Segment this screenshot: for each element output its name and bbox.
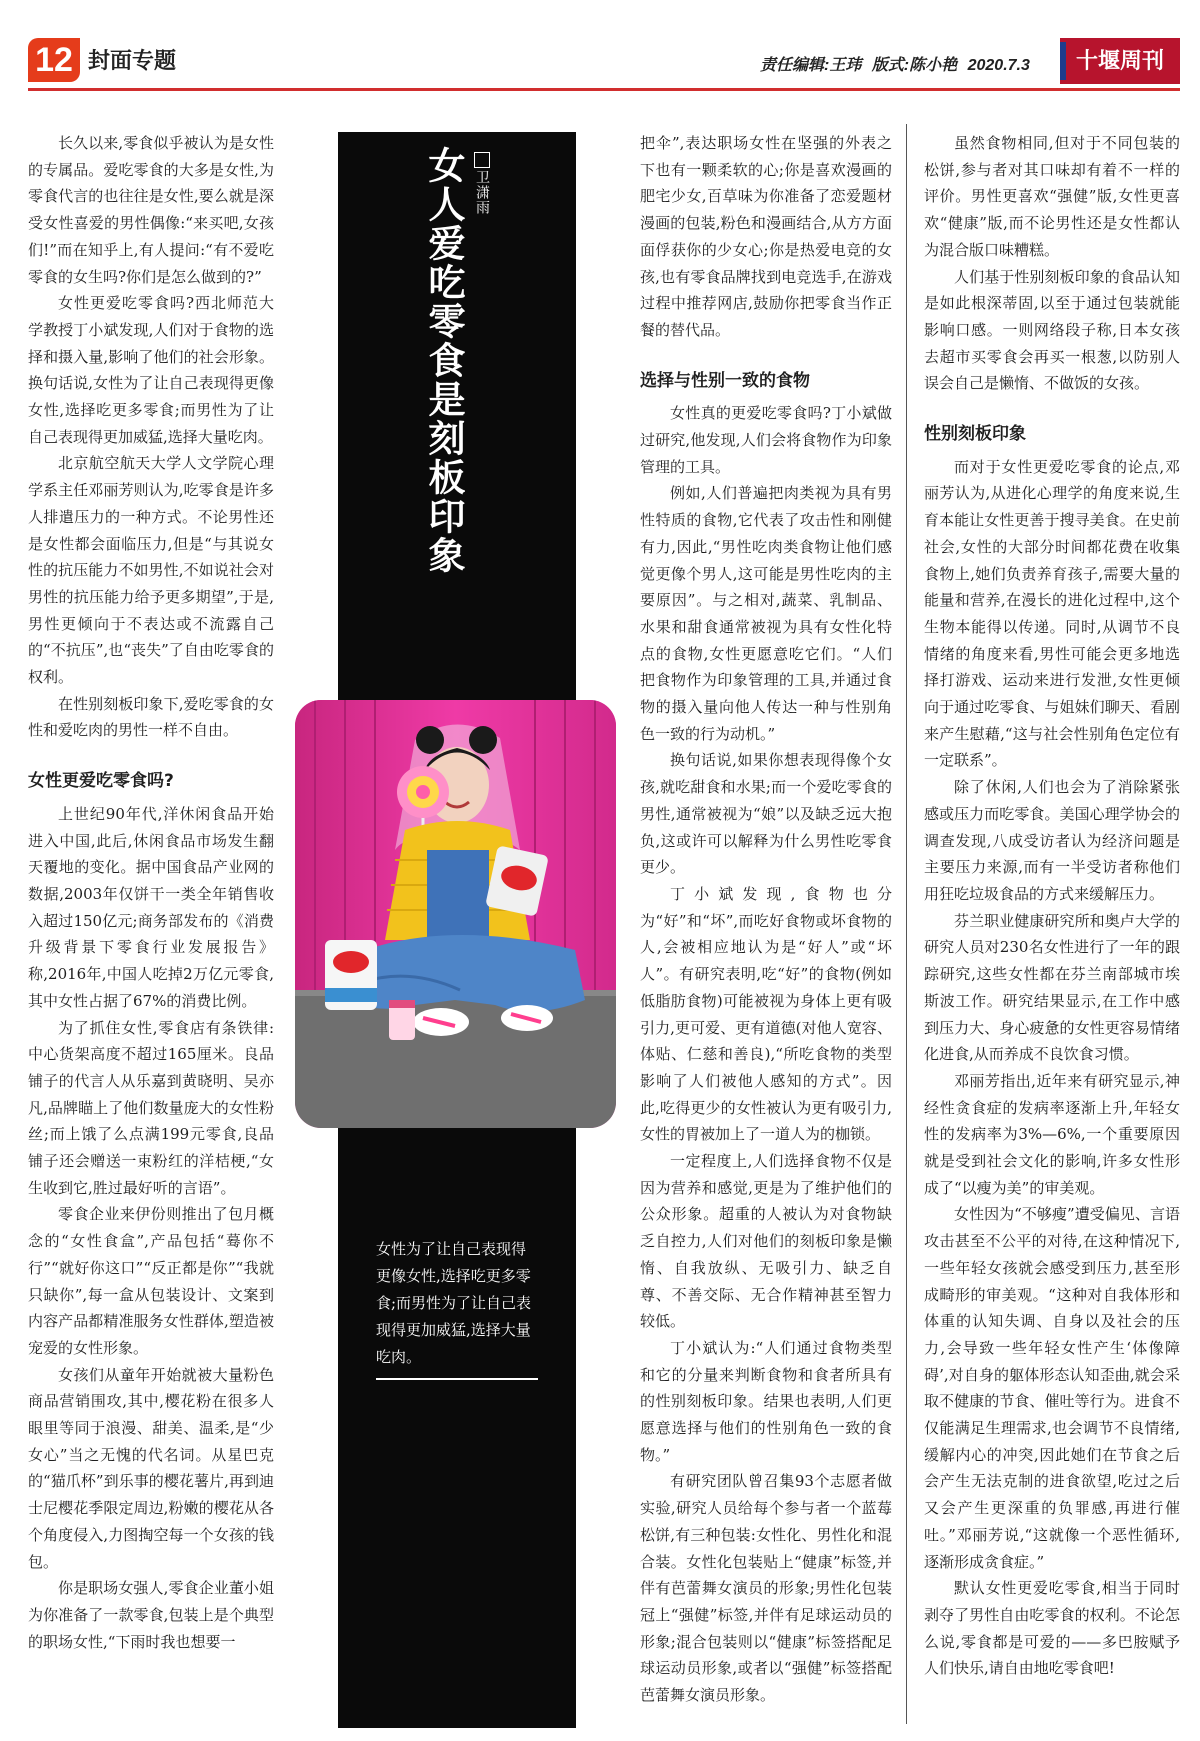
paragraph: 北京航空航天大学人文学院心理学系主任邓丽芳则认为,吃零食是许多人排遣压力的一种方式。不论男性还是女性都会面临压力,但是“与其说女性的抗压能力不如男性,不如说社会对男性的抗压能力给予更多期望”,于是,男性更倾向于不表达或不流露自己的“不抗压”,也“丧失”了自由吃零食的权利。 — [28, 454, 274, 687]
paragraph: 例如,人们普遍把肉类视为具有男性特质的食物,它代表了攻击性和刚健有力,因此,“男性吃肉类食物让他们感觉更像个男人,这可能是男性吃肉的主要原因”。与之相对,蔬菜、乳制品、水果和甜食通常被视为具有女性化特点的食物,女性更愿意吃它们。“人们把食物作为印象管理的工具,并通过食物的摄入量向他人传达一种与性别角色一致的行为动机。” — [640, 484, 892, 743]
header-rule — [28, 88, 1180, 91]
paragraph: 人们基于性别刻板印象的食品认知是如此根深蒂固,以至于通过包装就能影响口感。一则网络段子称,日本女孩去超市买零食会再买一根葱,以防别人误会自己是懒惰、不做饭的女孩。 — [924, 267, 1180, 393]
paragraph: 女性真的更爱吃零食吗?丁小斌做过研究,他发现,人们会将食物作为印象管理的工具。 — [640, 404, 892, 476]
paragraph: 女性更爱吃零食吗?西北师范大学教授丁小斌发现,人们对于食物的选择和摄入量,影响了他们的社会形象。换句话说,女性为了让自己表现得更像女性,选择吃更多零食;而男性为了让自己表现得更加威猛,选择大量吃肉。 — [28, 294, 274, 446]
author-byline: 卫潇雨 — [474, 170, 490, 215]
issue-date: 2020.7.3 — [967, 57, 1030, 74]
paragraph: 有研究团队曾召集93个志愿者做实验,研究人员给每个参与者一个蓝莓松饼,有三种包装:女性化、男性化和混合装。女性化包装贴上“健康”标签,并伴有芭蕾舞女演员的形象;男性化包装冠上“强健”标签,并伴有足球运动员的形象;混合包装则以“健康”标签搭配足球运动员形象,或者以“强健”标签搭配芭蕾舞女演员形象。 — [640, 1472, 892, 1705]
paragraph: 邓丽芳指出,近年来有研究显示,神经性贪食症的发病率逐渐上升,年轻女性的发病率为3%—6%,一个重要原因就是受到社会文化的影响,许多女性形成了“以瘦为美”的审美观。 — [924, 1071, 1180, 1197]
paragraph: 把伞”,表达职场女性在坚强的外表之下也有一颗柔软的心;你是喜欢漫画的肥宅少女,百草味为你准备了恋爱题材漫画的包装,粉色和漫画结合,从方方面面俘获你的少女心;你是热爱电竞的女孩,也有零食品牌找到电竞选手,在游戏过程中推荐网店,鼓励你把零食当作正餐的替代品。 — [640, 134, 892, 339]
subheading: 性别刻板印象 — [924, 424, 1026, 445]
paragraph: 丁小斌认为:“人们通过食物类型和它的分量来判断食物和食者所具有的性别刻板印象。结果也表明,人们更愿意选择与他们的性别角色一致的食物。” — [640, 1338, 892, 1464]
section-title: 封面专题 — [88, 49, 177, 74]
paragraph: 除了休闲,人们也会为了消除紧张感或压力而吃零食。美国心理学协会的调查发现,八成受访者认为经济问题是主要压力来源,而有一半受访者称他们用狂吃垃圾食品的方式来缓解压力。 — [924, 778, 1180, 903]
pull-quote: 女性为了让自己表现得更像女性,选择吃更多零食;而男性为了让自己表现得更加威猛,选择大量吃肉。 — [376, 1240, 532, 1366]
paragraph: 而对于女性更爱吃零食的论点,邓丽芳认为,从进化心理学的角度来说,生育本能让女性更善于搜寻美食。在史前社会,女性的大部分时间都花费在收集食物上,她们负责养育孩子,需要大量的能量和营养,在漫长的进化过程中,这个生物本能得以传递。同时,从调节不良情绪的角度来看,男性可能会更多地选择打游戏、运动来进行发泄,女性更倾向于通过吃零食、与姐妹们聊天、看剧来产生慰藉,“这与社会性别角色定位有一定联系”。 — [924, 457, 1180, 770]
column-4 — [924, 130, 1180, 1682]
paragraph: 丁小斌发现,食物也分为“好”和“坏”,而吃好食物或坏食物的人,会被相应地认为是“好人”或“坏人”。有研究表明,吃“好”的食物(例如低脂肪食物)可能被视为身体上更有吸引力,更可爱、更有道德(对他人宽容、体贴、仁慈和善良),“所吃食物的类型影响了人们被他人感知的方式”。因此,吃得更少的女性被认为更有吸引力,女性的胃被加上了一道人为的枷锁。 — [640, 884, 892, 1144]
pull-quote-rule — [376, 1378, 538, 1380]
paragraph: 在性别刻板印象下,爱吃零食的女性和爱吃肉的男性一样不自由。 — [28, 694, 274, 740]
paragraph: 女性因为“不够瘦”遭受偏见、言语攻击甚至不公平的对待,在这种情况下,一些年轻女孩就会感受到压力,甚至形成畸形的审美观。“这种对自我体形和体重的认知失调、自身以及社会的压力,会导致一些年轻女性产生‘体像障碍’,对自身的躯体形态认知歪曲,就会采取不健康的节食、催吐等行为。进食不仅能满足生理需求,也会调节不良情绪,缓解内心的冲突,因此她们在节食之后会产生无法克制的进食欲望,吃过之后又会产生更深重的负罪感,再进行催吐。”邓丽芳说,“这就像一个恶性循环,逐渐形成贪食症。” — [924, 1205, 1180, 1571]
paragraph: 你是职场女强人,零食企业董小姐为你准备了一款零食,包装上是个典型的职场女性,“下雨时我也想要一 — [28, 1579, 274, 1651]
paragraph: 默认女性更爱吃零食,相当于同时剥夺了男性自由吃零食的权利。不论怎么说,零食都是可爱的——多巴胺赋予人们快乐,请自由地吃零食吧! — [924, 1579, 1180, 1678]
paragraph: 上世纪90年代,洋休闲食品开始进入中国,此后,休闲食品市场发生翻天覆地的变化。据中国食品产业网的数据,2003年仅饼干一类全年销售收入超过150亿元;商务部发布的《消费升级背景下零食行业发展报告》称,2016年,中国人吃掉2万亿元零食,其中女性占据了67%的消费比例。 — [28, 804, 274, 1010]
paragraph: 芬兰职业健康研究所和奥卢大学的研究人员对230名女性进行了一年的跟踪研究,这些女性都在芬兰南部城市埃斯波工作。研究结果显示,在工作中感到压力大、身心疲惫的女性更容易情绪化进食,从而养成不良饮食习惯。 — [924, 911, 1180, 1064]
subheading: 选择与性别一致的食物 — [640, 370, 810, 391]
subheading: 女性更爱吃零食吗? — [28, 771, 174, 792]
column-3 — [640, 130, 892, 1709]
credits — [760, 52, 1060, 75]
column-divider — [906, 124, 907, 1724]
column-1 — [28, 130, 274, 1655]
paragraph: 换句话说,如果你想表现得像个女孩,就吃甜食和水果;而一个爱吃零食的男性,通常被视为“娘”以及缺乏远大抱负,这或许可以解释为什么男性吃零食更少。 — [640, 751, 892, 877]
byline-square-icon — [474, 152, 490, 168]
layout-credit: 版式:陈小艳 — [871, 57, 958, 74]
paragraph: 零食企业来伊份则推出了包月概念的“女性食盒”,产品包括“蓦你不行”“就好你这口”“反正都是你”“我就只缺你”,每一盒从包装设计、文案到内容产品都精准服务女性群体,塑造被宠爱的女性形象。 — [28, 1205, 274, 1357]
masthead-logo: 十堰周刊 — [1060, 38, 1180, 84]
article-title: 女人爱吃零食是刻板印象 — [422, 146, 465, 575]
cover-photo — [295, 700, 616, 1128]
paragraph: 虽然食物相同,但对于不同包装的松饼,参与者对其口味却有着不一样的评价。男性更喜欢“强健”版,女性更喜欢“健康”版,而不论男性还是女性都认为混合版口味糟糕。 — [924, 134, 1180, 259]
page-number: 12 — [28, 38, 80, 82]
editor-credit: 责任编辑:王玮 — [760, 57, 862, 74]
paragraph: 一定程度上,人们选择食物不仅是因为营养和感觉,更是为了维护他们的公众形象。超重的人被认为对食物缺乏自控力,人们对他们的刻板印象是懒惰、自我放纵、无吸引力、缺乏自尊、不善交际、无合作精神甚至智力较低。 — [640, 1152, 892, 1331]
paragraph: 为了抓住女性,零食店有条铁律:中心货架高度不超过165厘米。良品铺子的代言人从乐嘉到黄晓明、吴亦凡,品牌瞄上了他们数量庞大的女性粉丝;而上饿了么点满199元零食,良品铺子还会赠送一束粉红的洋桔梗,“女生收到它,胜过最好听的言语”。 — [28, 1018, 274, 1197]
paragraph: 女孩们从童年开始就被大量粉色商品营销围攻,其中,樱花粉在很多人眼里等同于浪漫、甜美、温柔,是“少女心”当之无愧的代名词。从星巴克的“猫爪杯”到乐事的樱花薯片,再到迪士尼樱花季限定周边,粉嫩的樱花从各个角度侵入,力图掏空每一个女孩的钱包。 — [28, 1365, 274, 1571]
paragraph: 长久以来,零食似乎被认为是女性的专属品。爱吃零食的大多是女性,为零食代言的也往往是女性,要么就是深受女性喜爱的男性偶像:“来买吧,女孩们!”而在知乎上,有人提问:“有不爱吃零食的女生吗?你们是怎么做到的?” — [28, 134, 274, 286]
